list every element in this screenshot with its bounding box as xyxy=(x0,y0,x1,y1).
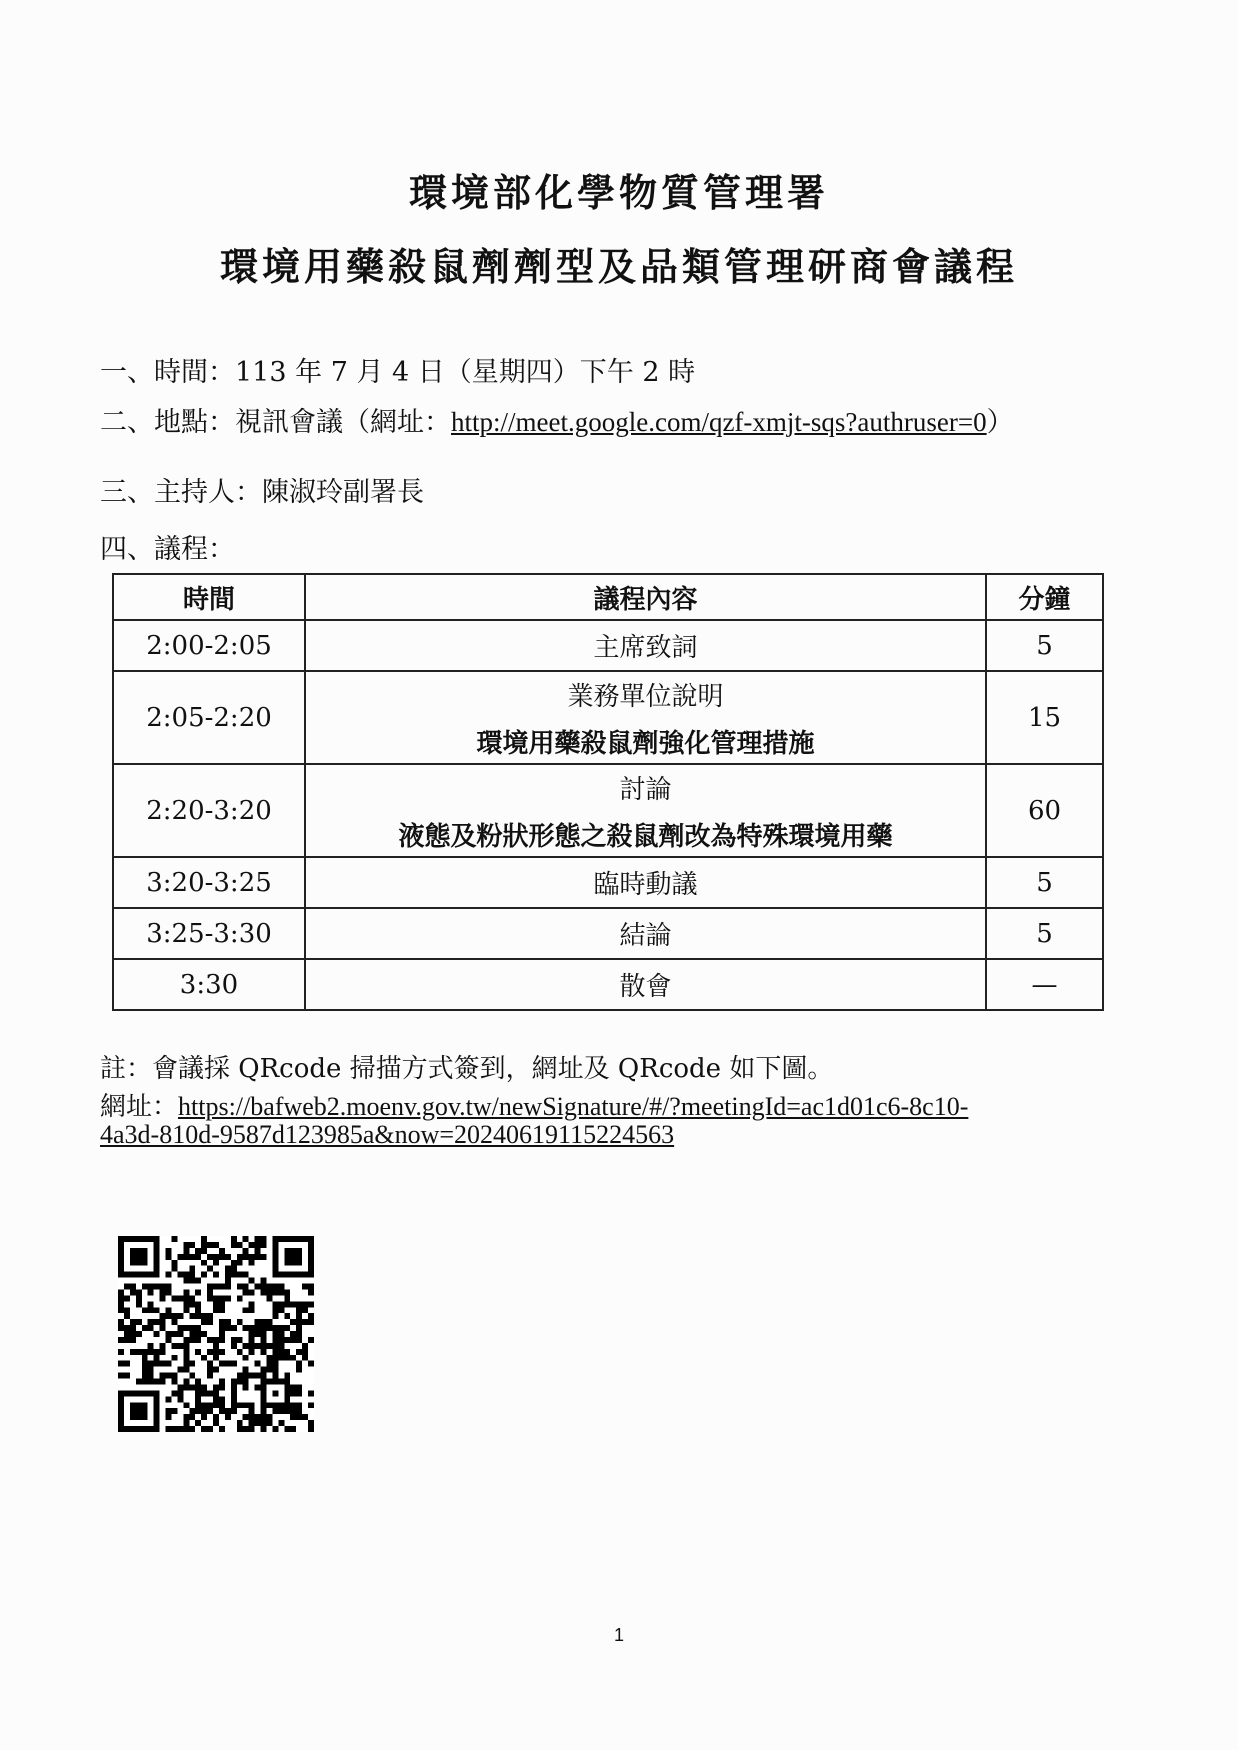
row-time: 3:20-3:25 xyxy=(113,857,305,908)
row-content-line1: 討論 xyxy=(619,774,672,805)
row-content: 散會 xyxy=(305,959,986,1010)
header-time: 時間 xyxy=(113,574,305,620)
row-content xyxy=(305,671,986,764)
note-url-label: 網址： xyxy=(100,1092,179,1122)
row-time: 2:05-2:20 xyxy=(113,671,305,764)
organization-title: 環境部化學物質管理署 xyxy=(408,171,829,215)
row-time: 3:25-3:30 xyxy=(113,908,305,959)
item-host: 三、主持人：陳淑玲副署長 xyxy=(100,477,424,508)
note-line: 註：會議採 QRcode 掃描方式簽到，網址及 QRcode 如下圖。 xyxy=(100,1054,834,1084)
row-content-line1: 業務單位說明 xyxy=(567,681,724,712)
table-header-row xyxy=(113,574,1103,620)
row-time: 2:00-2:05 xyxy=(113,620,305,671)
row-minutes: 15 xyxy=(986,671,1103,764)
table-row xyxy=(113,857,1103,908)
row-content xyxy=(305,764,986,857)
qr-code-icon[interactable] xyxy=(118,1236,314,1432)
agenda-table xyxy=(112,573,1104,1011)
row-content-line1: 主席致詞 xyxy=(593,633,698,663)
page-number: 1 xyxy=(613,1625,624,1645)
location-suffix: ） xyxy=(986,407,1014,438)
signin-link-continued[interactable]: 4a3d-810d-9587d123985a&now=20240619115224563 xyxy=(100,1120,675,1149)
row-minutes: 5 xyxy=(986,857,1103,908)
row-content: 臨時動議 xyxy=(305,857,986,908)
item-location xyxy=(100,400,1014,439)
signin-link[interactable]: https://bafweb2.moenv.gov.tw/newSignature/#/?meetingId=ac1d01c6-8c10- xyxy=(178,1092,969,1121)
row-time: 3:30 xyxy=(113,959,305,1010)
row-time: 2:20-3:20 xyxy=(113,764,305,857)
row-content-line2: 液態及粉狀形態之殺鼠劑改為特殊環境用藥 xyxy=(398,821,893,852)
row-content-line2: 環境用藥殺鼠劑強化管理措施 xyxy=(476,728,815,759)
meeting-title: 環境用藥殺鼠劑劑型及品類管理研商會議程 xyxy=(219,245,1018,289)
header-content: 議程內容 xyxy=(305,574,986,620)
row-content xyxy=(305,620,986,671)
table-row xyxy=(113,908,1103,959)
row-minutes: 5 xyxy=(986,908,1103,959)
header-minutes: 分鐘 xyxy=(986,574,1103,620)
table-row xyxy=(113,764,1103,857)
table-row xyxy=(113,671,1103,764)
meeting-link[interactable]: http://meet.google.com/qzf-xmjt-sqs?authruser=0 xyxy=(451,407,987,437)
item-time: 一、時間：113 年 7 月 4 日（星期四）下午 2 時 xyxy=(100,357,696,388)
row-minutes: 5 xyxy=(986,620,1103,671)
location-prefix: 二、地點：視訊會議（網址： xyxy=(100,407,451,438)
item-agenda-heading: 四、議程： xyxy=(100,534,235,565)
row-content: 結論 xyxy=(305,908,986,959)
note-url-line2 xyxy=(100,1120,674,1150)
table-row xyxy=(113,620,1103,671)
row-minutes: 60 xyxy=(986,764,1103,857)
row-minutes: — xyxy=(986,959,1103,1010)
table-row xyxy=(113,959,1103,1010)
note-url-line xyxy=(100,1086,968,1123)
